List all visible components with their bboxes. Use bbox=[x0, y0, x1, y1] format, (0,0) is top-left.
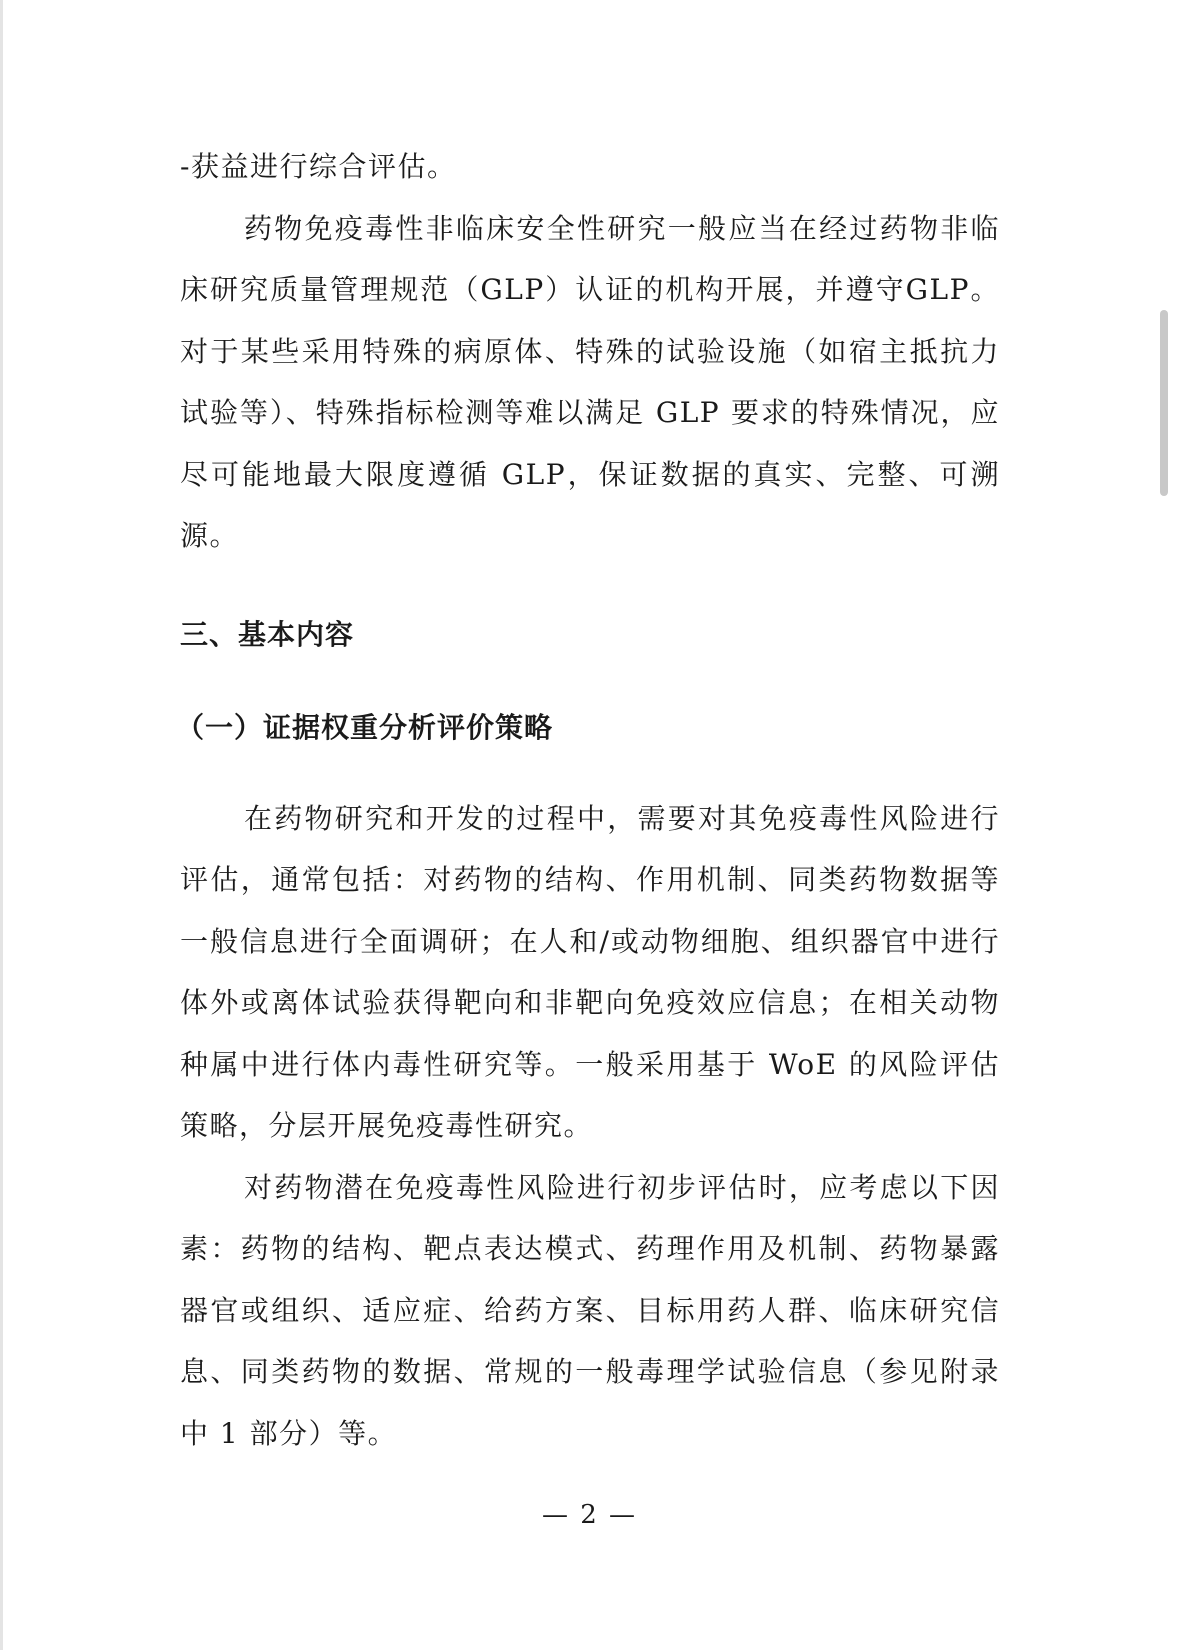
subsection-heading: （一）证据权重分析评价策略 bbox=[176, 710, 554, 744]
document-body bbox=[176, 136, 1000, 1464]
paragraph-risk-assessment: 在药物研究和开发的过程中，需要对其免疫毒性风险进行评估，通常包括：对药物的结构、作用机制、同类药物数据等一般信息进行全面调研；在人和/或动物细胞、组织器官中进行体外或离体试验获得靶向和非靶向免疫效应信息；在相关动物种属中进行体内毒性研究等。一般采用基于 WoE 的风险评估策略，分层开展免疫毒性研究。 bbox=[180, 801, 1000, 1142]
vertical-scrollbar-thumb[interactable] bbox=[1160, 310, 1168, 496]
section-heading: 三、基本内容 bbox=[180, 617, 355, 651]
page-left-edge bbox=[0, 0, 3, 1650]
paragraph-continuation: -获益进行综合评估。 bbox=[180, 150, 457, 183]
page-number: — 2 — bbox=[541, 1500, 638, 1530]
paragraph-preliminary-factors: 对药物潜在免疫毒性风险进行初步评估时，应考虑以下因素：药物的结构、靶点表达模式、药理作用及机制、药物暴露器官或组织、适应症、给药方案、目标用药人群、临床研究信息、同类药物的数据、常规的一般毒理学试验信息（参见附录中 1 部分）等。 bbox=[180, 1170, 1000, 1450]
paragraph-glp: 药物免疫毒性非临床安全性研究一般应当在经过药物非临床研究质量管理规范（GLP）认证的机构开展，并遵守GLP。对于某些采用特殊的病原体、特殊的试验设施（如宿主抵抗力试验等）、特殊指标检测等难以满足 GLP 要求的特殊情况，应尽可能地最大限度遵循 GLP，保证数据的真实、完整、可溯源。 bbox=[180, 211, 1000, 552]
